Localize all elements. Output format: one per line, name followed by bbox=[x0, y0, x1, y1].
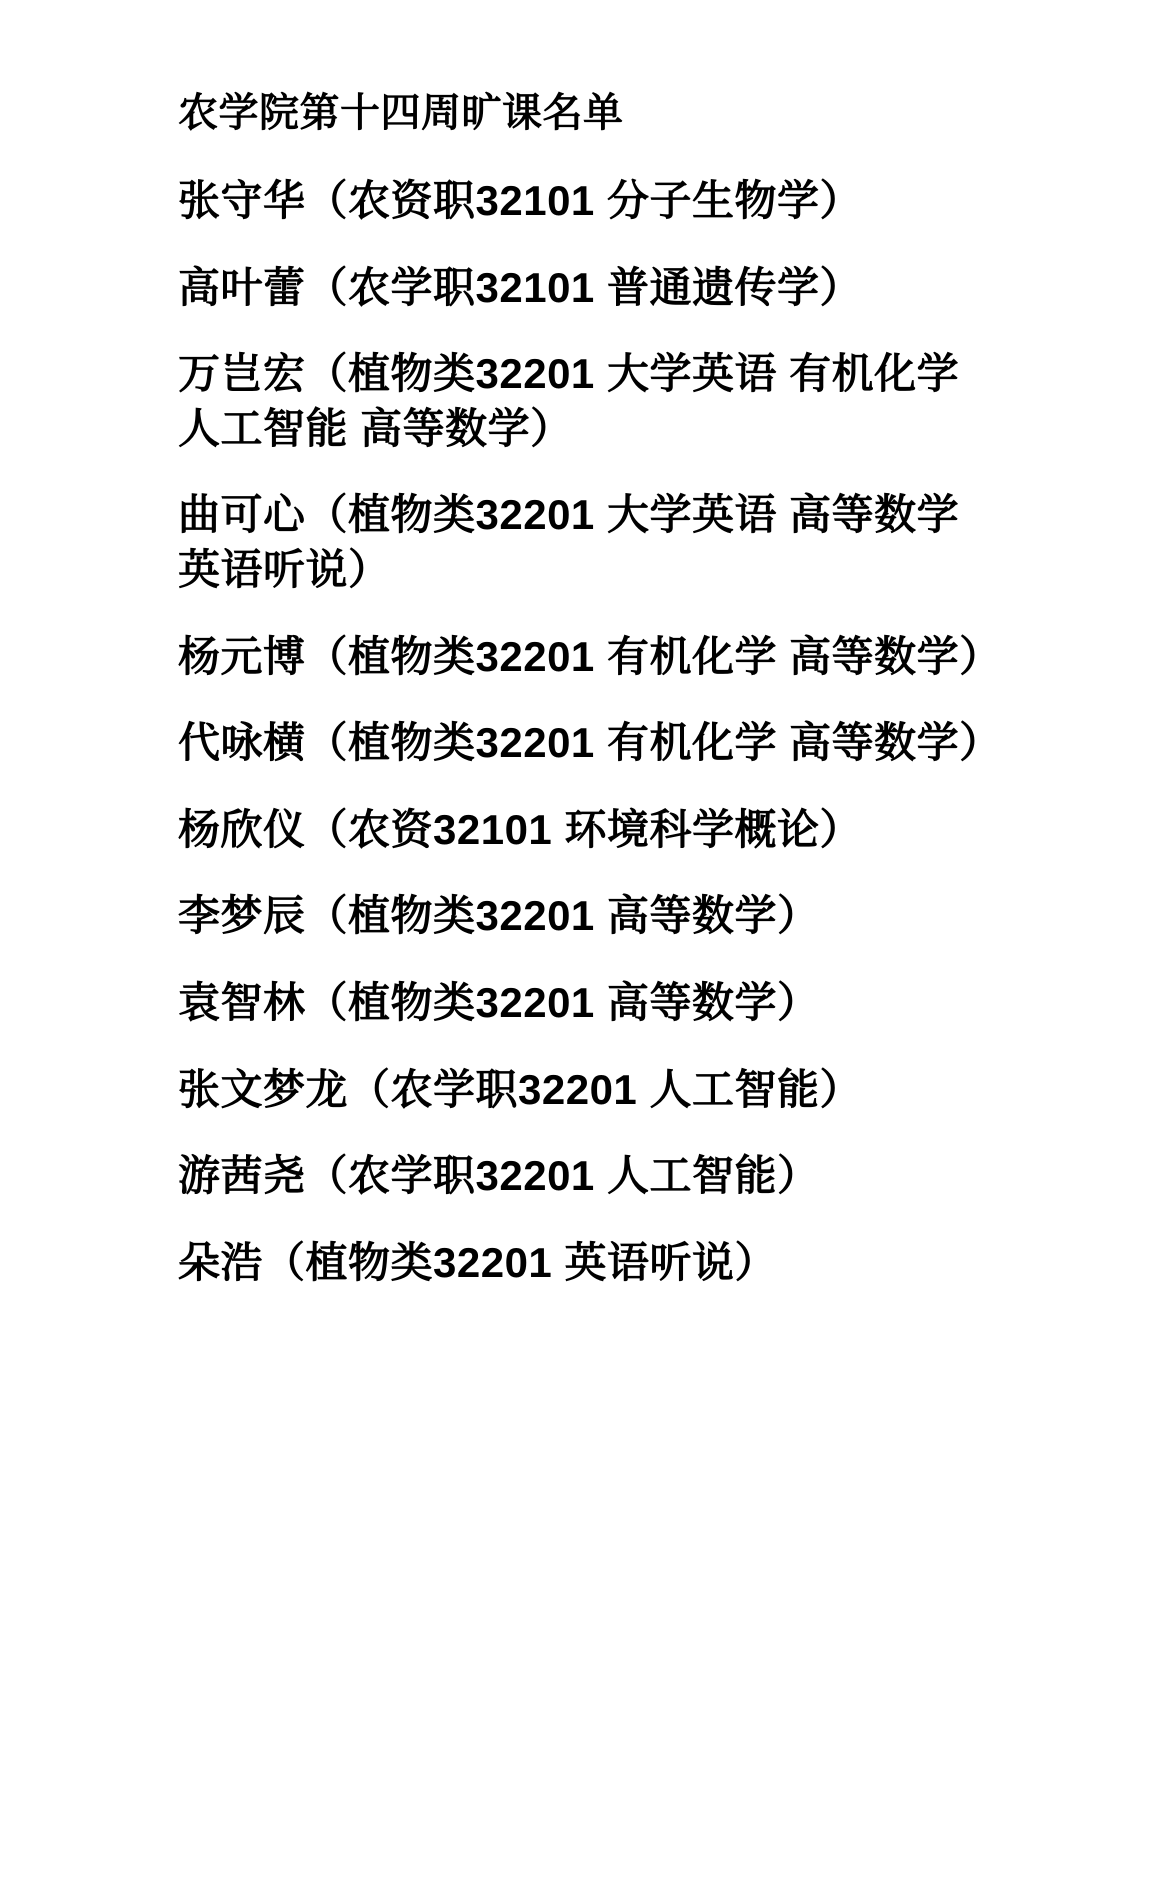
list-item: 游茜尧（农学职32201 人工智能） bbox=[178, 1152, 820, 1200]
list-item: 李梦辰（植物类32201 高等数学） bbox=[178, 892, 820, 940]
list-item: 袁智林（植物类32201 高等数学） bbox=[178, 978, 820, 1026]
list-item: 万岂宏（植物类32201 大学英语 有机化学 人工智能 高等数学） bbox=[178, 350, 960, 452]
page-title: 农学院第十四周旷课名单 bbox=[178, 91, 624, 135]
list-item: 曲可心（植物类32201 大学英语 高等数学 英语听说） bbox=[178, 491, 960, 593]
list-item: 高叶蕾（农学职32101 普通遗传学） bbox=[178, 263, 862, 311]
list-item: 杨元博（植物类32201 有机化学 高等数学） bbox=[178, 632, 1002, 680]
list-item: 代咏横（植物类32201 有机化学 高等数学） bbox=[178, 719, 1002, 767]
list-item: 张守华（农资职32101 分子生物学） bbox=[178, 177, 862, 224]
list-item: 张文梦龙（农学职32201 人工智能） bbox=[178, 1065, 862, 1113]
list-item: 杨欣仪（农资32101 环境科学概论） bbox=[178, 805, 862, 853]
absence-list bbox=[178, 174, 1050, 1290]
list-item: 朵浩（植物类32201 英语听说） bbox=[178, 1238, 777, 1286]
